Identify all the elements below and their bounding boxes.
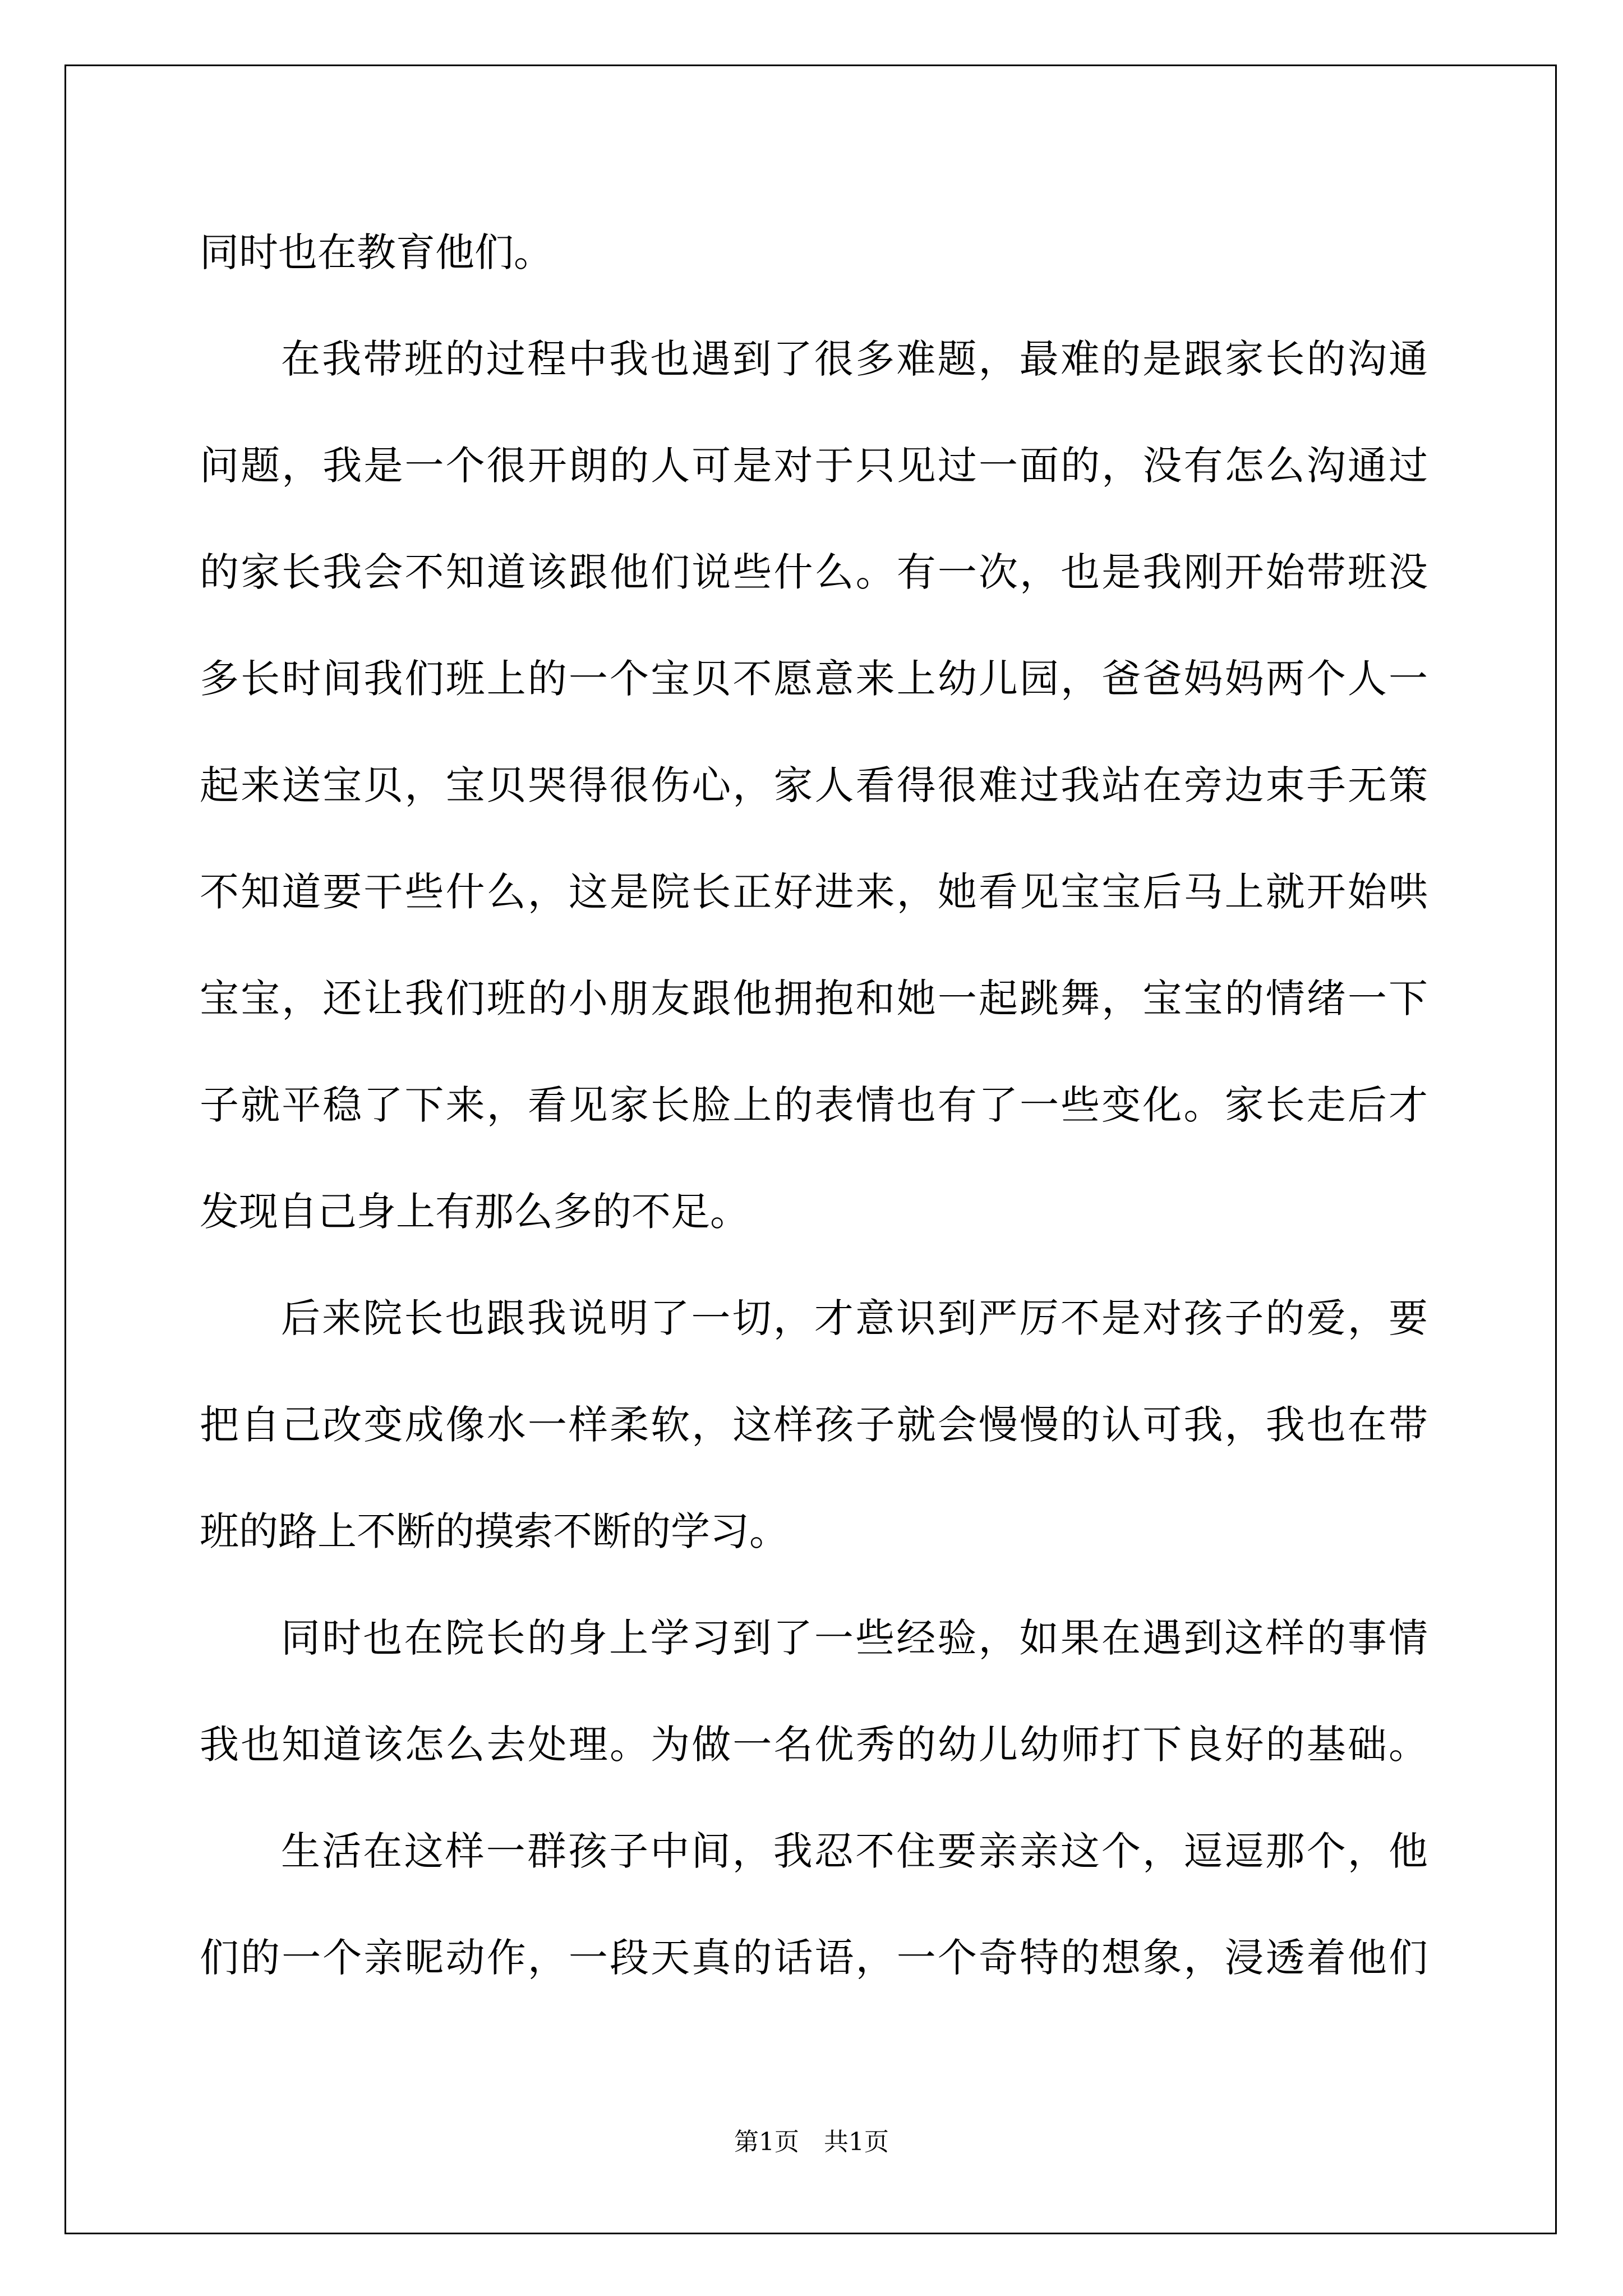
text-line: 发现自己身上有那么多的不足。 xyxy=(200,1189,749,1235)
text-line: 问题，我是一个很开朗的人可是对于只见过一面的，没有怎么沟通过 xyxy=(200,443,1428,489)
text-line: 的家长我会不知道该跟他们说些什么。有一次，也是我刚开始带班没 xyxy=(200,549,1428,595)
page-number-footer: 第1页 共1页 xyxy=(734,2128,889,2156)
text-line: 把自己改变成像水一样柔软，这样孩子就会慢慢的认可我，我也在带 xyxy=(200,1402,1428,1448)
paragraph-start-line: 同时也在院长的身上学习到了一些经验，如果在遇到这样的事情 xyxy=(281,1615,1428,1661)
text-line: 我也知道该怎么去处理。为做一名优秀的幼儿幼师打下良好的基础。 xyxy=(200,1722,1428,1768)
paragraph-start-line: 生活在这样一群孩子中间，我忍不住要亲亲这个，逗逗那个，他 xyxy=(281,1828,1428,1874)
text-line: 子就平稳了下来，看见家长脸上的表情也有了一些变化。家长走后才 xyxy=(200,1082,1428,1128)
text-line: 们的一个亲昵动作，一段天真的话语，一个奇特的想象，浸透着他们 xyxy=(200,1935,1428,1981)
paragraph-start-line: 后来院长也跟我说明了一切，才意识到严厉不是对孩子的爱，要 xyxy=(281,1295,1428,1341)
text-line: 同时也在教育他们。 xyxy=(200,229,553,275)
text-line: 起来送宝贝，宝贝哭得很伤心，家人看得很难过我站在旁边束手无策 xyxy=(200,762,1428,808)
text-line: 班的路上不断的摸索不断的学习。 xyxy=(200,1508,789,1554)
text-line: 不知道要干些什么，这是院长正好进来，她看见宝宝后马上就开始哄 xyxy=(200,869,1428,915)
paragraph-start-line: 在我带班的过程中我也遇到了很多难题，最难的是跟家长的沟通 xyxy=(281,336,1428,382)
text-line: 宝宝，还让我们班的小朋友跟他拥抱和她一起跳舞，宝宝的情绪一下 xyxy=(200,976,1428,1022)
text-line: 多长时间我们班上的一个宝贝不愿意来上幼儿园，爸爸妈妈两个人一 xyxy=(200,656,1428,702)
document-body xyxy=(200,199,1428,2011)
